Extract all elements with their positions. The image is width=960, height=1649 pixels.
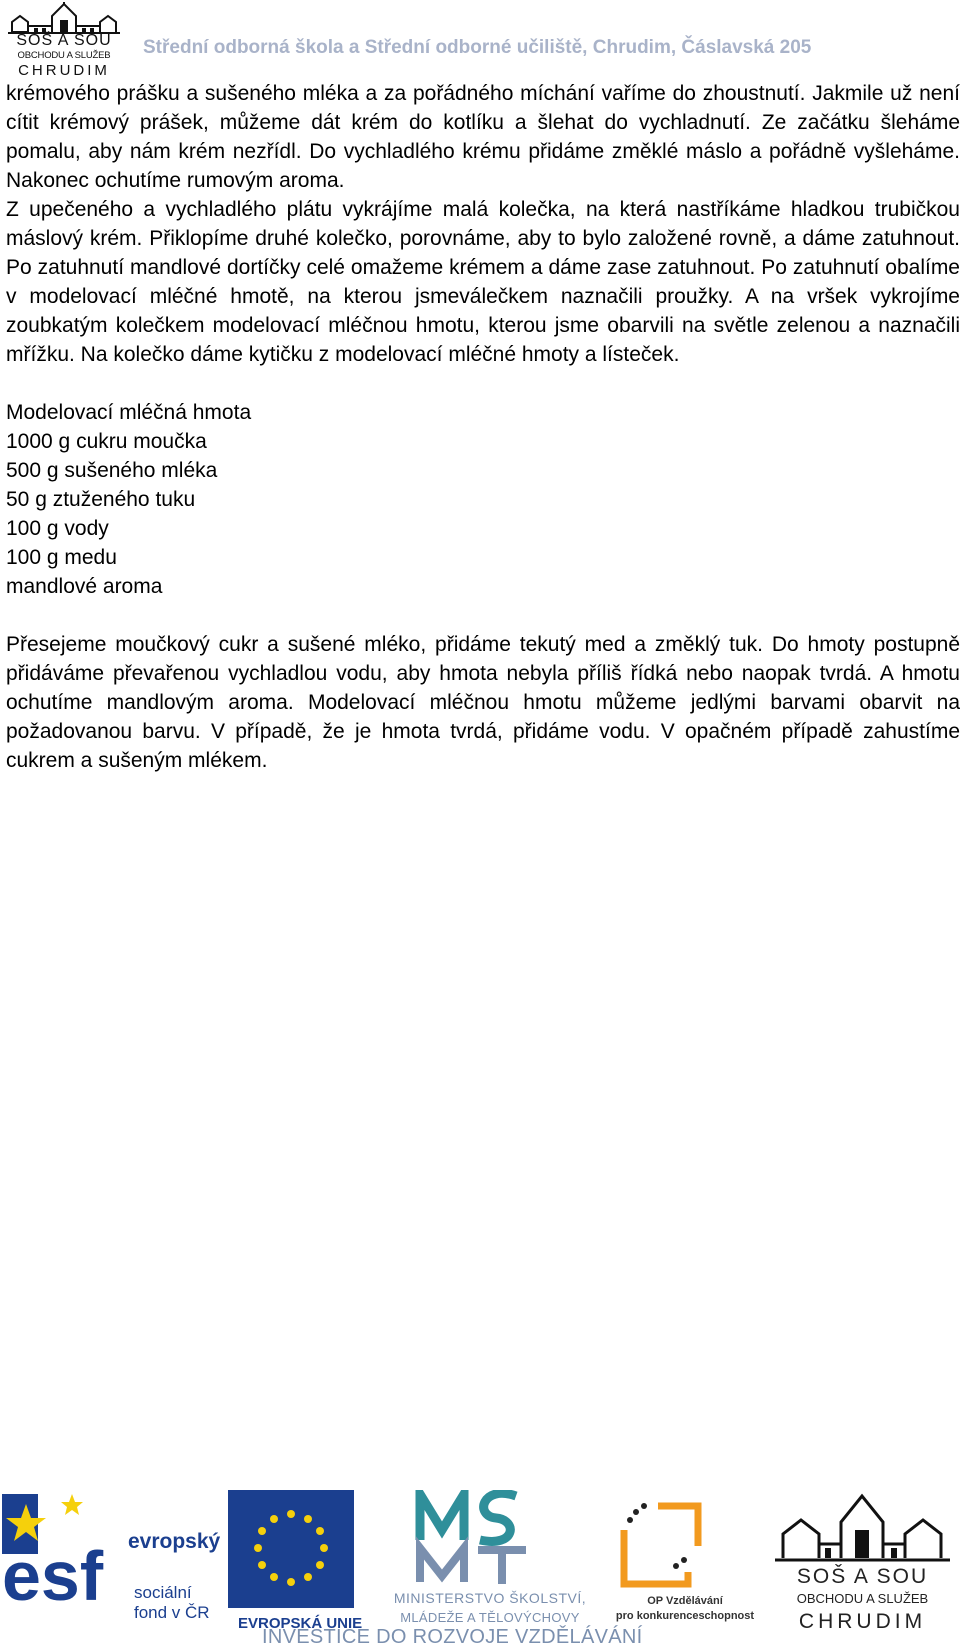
page-footer xyxy=(0,1490,960,1648)
ingredient-item: mandlové aroma xyxy=(6,575,163,598)
paragraph-method: Přesejeme moučkový cukr a sušené mléko, přidáme tekutý med a změklý tuk. Do hmoty postupně přidáváme převařenou vychladlou vodu, aby hmota nebyla příliš řídká nebo naopak tvrdá. A hmotu ochutíme mandlovým aroma. Modelovací mléčnou hmotu můžeme jedlými barvami obarvit na požadovanou barvu. V případě, že je hmota tvrdá, přidáme vodu. V opačném případě zahustíme cukrem a sušeným mlékem. xyxy=(6,633,960,772)
school-footer-line2: OBCHODU A SLUŽEB xyxy=(796,1591,929,1606)
ingredient-list xyxy=(6,427,960,601)
ingredient-item: 50 g ztuženého tuku xyxy=(6,488,196,511)
msmt-line2: MLÁDEŽE A TĚLOVÝCHOVY xyxy=(400,1610,580,1625)
op-logo xyxy=(618,1500,708,1590)
castle-icon xyxy=(775,1490,950,1562)
esf-icon xyxy=(2,1492,127,1607)
eu-flag-icon xyxy=(228,1490,354,1608)
school-footer-line1: SOŠ A SOU xyxy=(796,1565,929,1588)
svg-text:esf: esf xyxy=(2,1537,104,1607)
logo-text-line1: SOŠ A SOU xyxy=(16,32,112,49)
paragraph-assembly: Z upečeného a vychladlého plátu vykrájíme malá kolečka, na která nastříkáme hladkou trubičkou máslový krém. Přiklopíme druhé kolečko, porovnáme, aby to bylo založené rovně, a dáme zatuhnout. Po zatuhnutí mandlové dortíčky celé omažeme krémem a dáme zase zatuhnout. Po zatuhnutí obalíme v modelovací mléčné hmotě, na kterou jsmeválečkem naznačili proužky. A na vršek vykrojíme zoubkatým kolečkem modelovací mléčnou hmotu, kterou jsme obarvili na světle zelenou a naznačili mřížku. Na kolečko dáme kytičku z modelovací mléčné hmoty a lísteček. xyxy=(6,198,960,366)
paragraph-cream: krémového prášku a sušeného mléka a za pořádného míchání vaříme do zhoustnutí. Jakmile už není cítit krémový prášek, můžeme dát krém do kotlíku a šlehat do vychladnutí. Ze začátku šleháme pomalu, aby nám krém nezřídl. Do vychladlého krému přidáme změklé máslo a pořádně vyšleháme. Nakonec ochutíme rumovým aroma. xyxy=(6,82,960,192)
op-icon xyxy=(618,1500,708,1590)
school-name: Střední odborná škola a Střední odborné učiliště, Chrudim, Čáslavská 205 xyxy=(143,37,812,58)
document-body xyxy=(6,79,960,775)
page-header xyxy=(0,0,960,78)
ingredient-item: 1000 g cukru moučka xyxy=(6,430,207,453)
esf-line2: sociální xyxy=(134,1583,192,1602)
esf-line3: fond v ČR xyxy=(134,1603,210,1622)
ingredient-item: 100 g medu xyxy=(6,546,117,569)
recipe-title: Modelovací mléčná hmota xyxy=(6,401,252,424)
eu-label: EVROPSKÁ UNIE xyxy=(238,1615,363,1632)
op-line2: pro konkurenceschopnost xyxy=(615,1610,755,1622)
footer-tagline: INVESTICE DO ROZVOJE VZDĚLÁVÁNÍ xyxy=(262,1626,643,1648)
msmt-logo xyxy=(412,1490,532,1585)
op-line1: OP Vzdělávání xyxy=(647,1595,723,1607)
esf-line1: evropský xyxy=(128,1530,221,1553)
school-logo-footer xyxy=(775,1490,950,1562)
castle-icon xyxy=(8,2,120,34)
school-footer-line3: CHRUDIM xyxy=(798,1610,927,1633)
school-logo xyxy=(8,2,120,78)
logo-text-line2: OBCHODU A SLUŽEB xyxy=(17,50,111,61)
logo-text-line3: CHRUDIM xyxy=(18,62,110,79)
msmt-icon xyxy=(412,1490,532,1585)
msmt-line1: MINISTERSTVO ŠKOLSTVÍ, xyxy=(393,1590,587,1606)
ingredient-item: 100 g vody xyxy=(6,517,109,540)
esf-logo xyxy=(0,1490,220,1620)
ingredient-item: 500 g sušeného mléka xyxy=(6,459,218,482)
